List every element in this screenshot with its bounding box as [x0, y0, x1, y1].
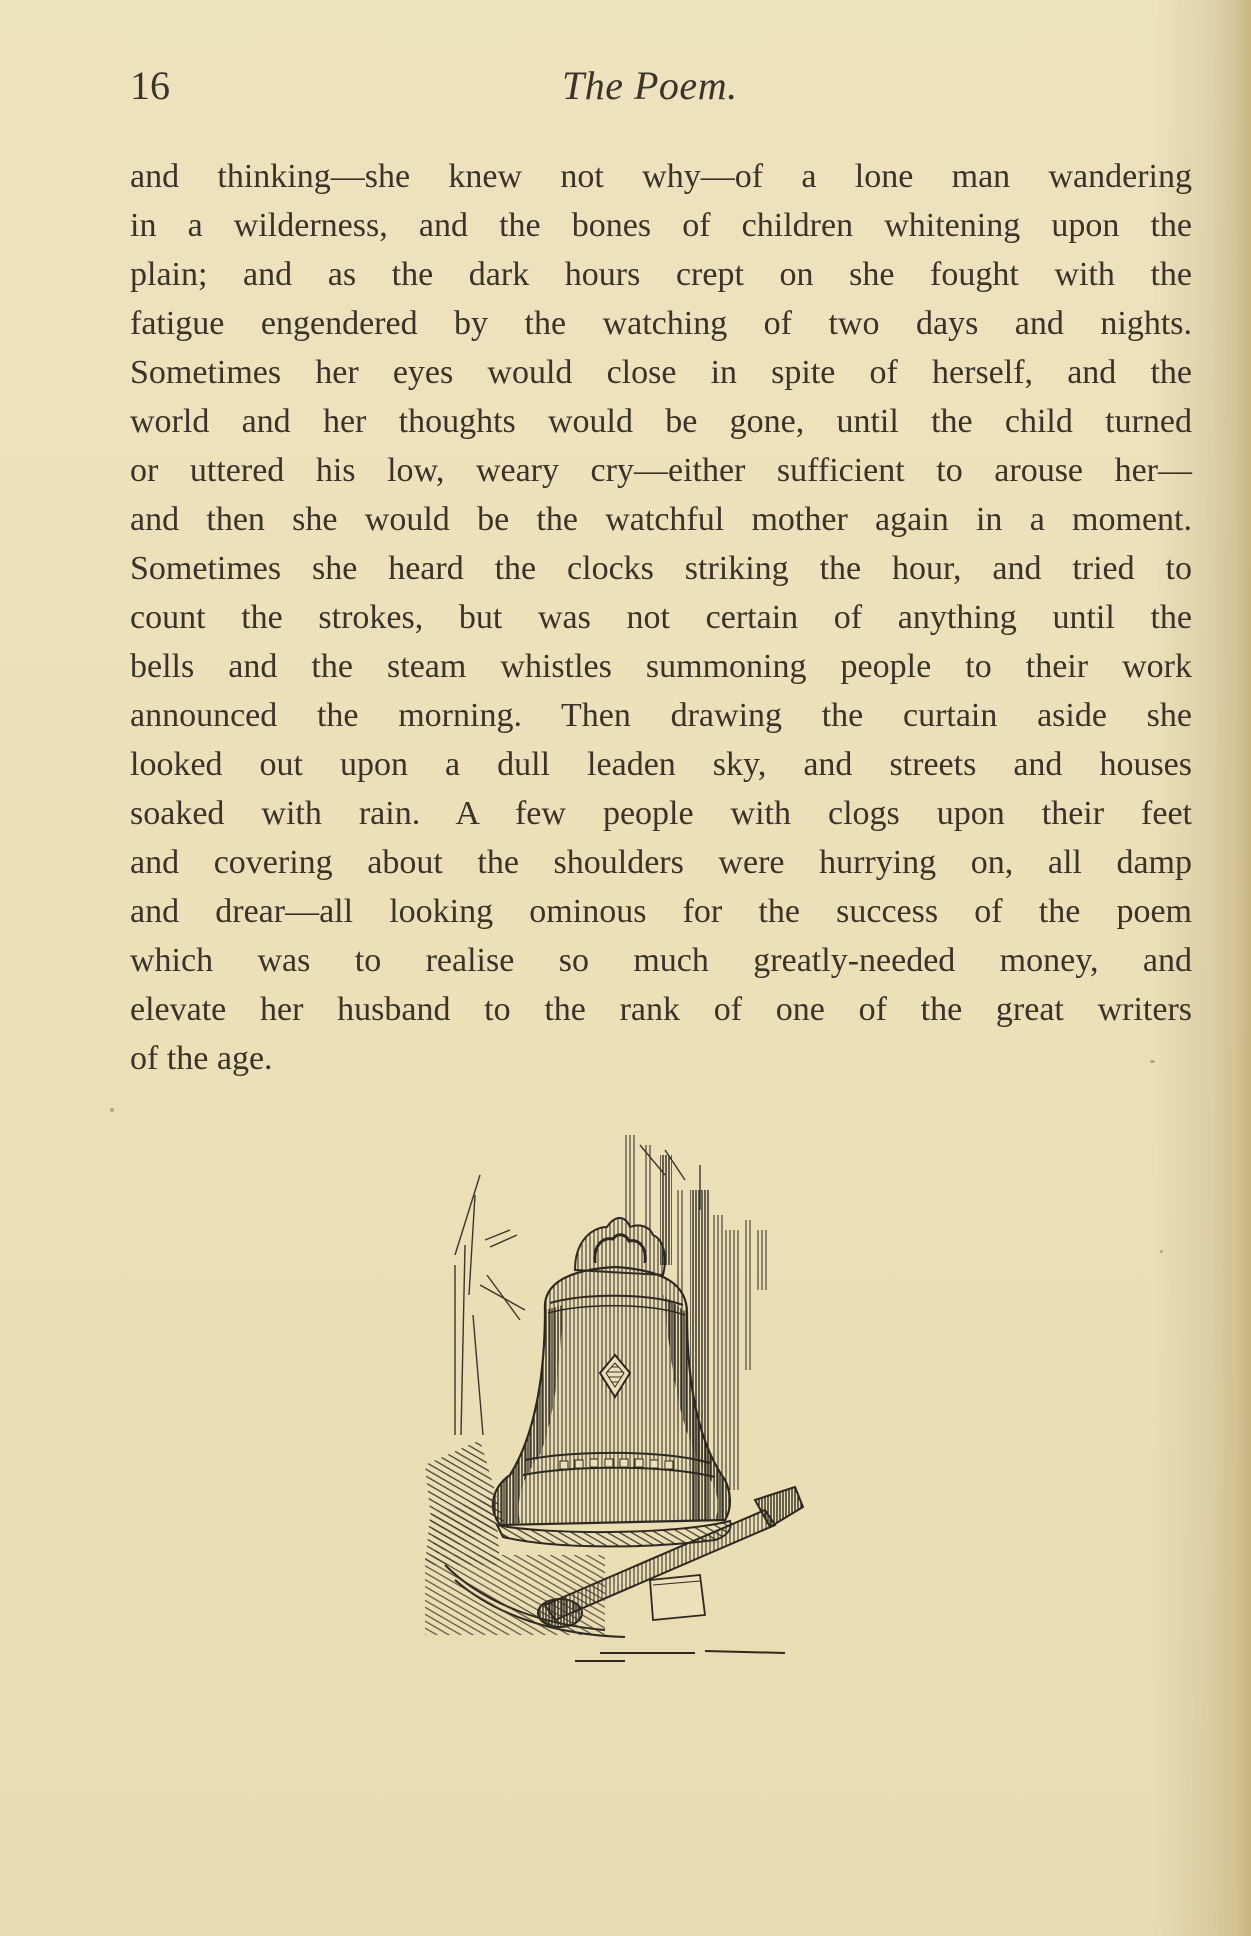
text-line: in a wilderness, and the bones of children whitening upon the [130, 207, 1192, 244]
text-line: bells and the steam whistles summoning people to their work [130, 648, 1192, 685]
text-line: and then she would be the watchful mother again in a moment. [130, 501, 1192, 538]
paper-speck [1160, 1250, 1163, 1253]
text-line: or uttered his low, weary cry—either sufficient to arouse her— [130, 452, 1192, 489]
text-line: Sometimes her eyes would close in spite of herself, and the [130, 354, 1192, 391]
text-line: of the age. [130, 1040, 273, 1077]
text-line: and covering about the shoulders were hurrying on, all damp [130, 844, 1192, 881]
text-line: fatigue engendered by the watching of two days and nights. [130, 305, 1192, 342]
text-line: count the strokes, but was not certain of anything until the [130, 599, 1192, 636]
text-line: elevate her husband to the rank of one of the great writers [130, 991, 1192, 1028]
text-line: announced the morning. Then drawing the curtain aside she [130, 697, 1192, 734]
text-line: world and her thoughts would be gone, until the child turned [130, 403, 1192, 440]
text-line: Sometimes she heard the clocks striking the hour, and tried to [130, 550, 1192, 587]
text-line: and thinking—she knew not why—of a lone man wandering [130, 158, 1192, 195]
running-title: The Poem. [562, 63, 738, 108]
paper-speck [110, 1108, 114, 1112]
text-line: soaked with rain. A few people with clogs upon their feet [130, 795, 1192, 832]
text-line: looked out upon a dull leaden sky, and streets and houses [130, 746, 1192, 783]
text-line: plain; and as the dark hours crept on she fought with the [130, 256, 1192, 293]
text-line: and drear—all looking ominous for the success of the poem [130, 893, 1192, 930]
body-paragraph [130, 152, 1192, 1083]
page-edge-shadow [1213, 0, 1251, 1936]
running-head [130, 62, 1190, 112]
paper-speck [1150, 1060, 1155, 1063]
page-number: 16 [130, 63, 170, 108]
text-line: which was to realise so much greatly-needed money, and [130, 942, 1192, 979]
bell-engraving-icon [425, 1135, 890, 1670]
